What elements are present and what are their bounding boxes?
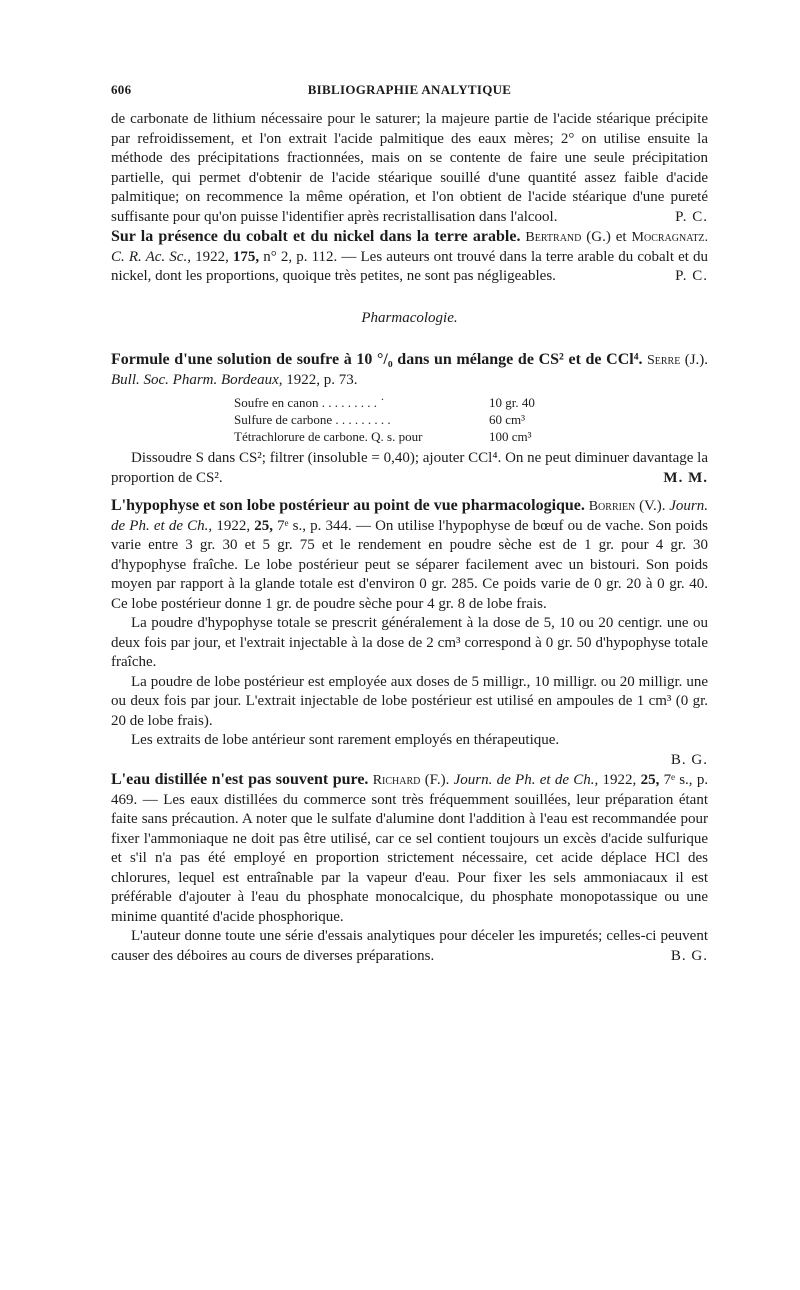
- recipe-quantity: 10 gr. 40: [489, 395, 535, 410]
- article-eau-year: 1922,: [602, 772, 637, 788]
- article-soufre-author-init: (J.).: [684, 352, 709, 368]
- article-hypophyse-signature: B. G.: [670, 751, 708, 768]
- article-hypophyse-p2: La poudre d'hypophyse totale se prescrit généralement à la dose de 5, 10 ou 20 centigr. une ou deux fois par jour, et l'extrait injectable à la dose de 2 cm³ correspond à 0 gr. 50 d'hypophyse totale fraîche.: [111, 615, 708, 670]
- article-cobalt-year: 1922,: [195, 248, 229, 265]
- running-header: [111, 82, 708, 104]
- article-hypophyse-text: 7ᵉ s., p. 344. — On utilise l'hypophyse de bœuf ou de vache. Son poids varie entre 3 gr. 30 et 5 gr. 75 et le rendement en poudre sèche est de 1 gr. pour 4 gr. 30 d'hypophyse fraîche. Le lobe postérieur peut se séparer facilement avec un bistouri. Son poids moyen par rapport à la glande totale est d'environ 0 gr. 285. Ce poids varie de 0 gr. 20 à 0 gr. 40. Ce lobe postérieur donne 1 gr. de poudre sèche pour 4 gr. 8 de lobe frais.: [111, 517, 709, 612]
- article-soufre-journal: Bull. Soc. Pharm. Bordeaux,: [111, 371, 283, 388]
- article-cobalt-title: Sur la présence du cobalt et du nickel dans la terre arable.: [111, 228, 521, 245]
- recipe-table: [234, 394, 708, 445]
- recipe-quantity: 60 cm³: [489, 412, 526, 427]
- article-soufre-author: Serre: [646, 353, 681, 368]
- article-hypophyse-volume: 25,: [254, 517, 273, 534]
- recipe-row: [234, 394, 708, 411]
- intro-signature: P. C.: [675, 208, 708, 225]
- section-heading: Pharmacologie.: [361, 309, 458, 326]
- recipe-ingredient: Soufre en canon . . . . . . . . . ˙: [234, 395, 385, 410]
- article-cobalt-text: n° 2, p. 112. — Les auteurs ont trouvé dans la terre arable du cobalt et du nickel, dont les proportions, quoique très petites, ne sont pas négligeables.: [111, 248, 709, 284]
- recipe-row: [234, 411, 708, 428]
- article-hypophyse: [111, 496, 708, 614]
- article-cobalt-author1: Bertrand: [525, 230, 582, 245]
- article-eau-author-init: (F.).: [424, 772, 450, 788]
- article-eau-p2: [111, 927, 708, 966]
- recipe-ingredient: Sulfure de carbone . . . . . . . . .: [234, 412, 391, 427]
- article-soufre-signature: M. M.: [663, 469, 708, 486]
- article-soufre-text: Dissoudre S dans CS²; filtrer (insoluble = 0,40); ajouter CCl⁴. On ne peut diminuer davantage la proportion de CS².: [111, 450, 708, 486]
- article-eau-p2-text: L'auteur donne toute une série d'essais analytiques pour déceler les impuretés; celles-ci peuvent causer des déboires au cours de diverses préparations.: [111, 928, 708, 964]
- article-eau-text: 7ᵉ s., p. 469. — Les eaux distillées du commerce sont très fréquemment souillées, leur préparation étant faite sans précaution. A noter que le sulfate d'alumine dont l'addition à l'eau est recommandée pour fixer l'ammoniaque ne doit pas être utilisé, car ce sel contient toujours un excès d'acide sulfurique et s'il n'a pas été employé en proportion strictement nécessaire, cet acide déplace HCl des chlorures, lequel est entraînable par la vapeur d'eau. Pour fixer les sels ammoniacaux il est préférable d'ajouter à l'eau du phosphate monocalcique, du phosphate monopotassique ou une minime quantité d'acide phosphorique.: [111, 772, 709, 925]
- recipe-row: [234, 428, 708, 445]
- article-soufre-body: [111, 449, 708, 488]
- article-hypophyse-journal: Journ. de Ph. et de Ch.,: [111, 498, 709, 534]
- article-cobalt-author1-init: (G.) et: [586, 229, 627, 245]
- article-cobalt-volume: 175,: [232, 248, 260, 265]
- article-eau-volume: 25,: [640, 772, 660, 788]
- article-hypophyse-author-init: (V.).: [639, 498, 666, 514]
- article-hypophyse-p4: Les extraits de lobe antérieur sont rarement employés en thérapeutique.: [131, 732, 560, 748]
- running-title: BIBLIOGRAPHIE ANALYTIQUE: [307, 82, 512, 97]
- intro-text: de carbonate de lithium nécessaire pour le saturer; la majeure partie de l'acide stéarique précipite par refroidissement, et l'on extrait l'acide palmitique des eaux mères; 2° on utilise ensuite la méthode des précipitations fractionnées, mais on se contente de faire une seule précipitation partielle, qui permet d'obtenir de l'acide stéarique souillé d'une quantité assez faible d'acide palmitique; on recommence la même opération, et l'on obtient de l'acide stéarique d'une pureté suffisante pour qu'on puisse l'identifier après recristallisation dans l'alcool.: [111, 111, 708, 225]
- article-eau-title: L'eau distillée n'est pas souvent pure.: [111, 771, 369, 788]
- article-soufre-ref: 1922, p. 73.: [286, 371, 358, 388]
- article-hypophyse-year: 1922,: [216, 517, 251, 534]
- article-eau-journal: Journ. de Ph. et de Ch.,: [453, 772, 599, 788]
- article-cobalt-journal: C. R. Ac. Sc.,: [111, 248, 191, 265]
- intro-paragraph: [111, 110, 708, 227]
- article-hypophyse-author: Borrien: [588, 499, 636, 514]
- article-cobalt-signature: P. C.: [675, 268, 708, 284]
- recipe-quantity: 100 cm³: [489, 429, 532, 444]
- article-cobalt-author2: Mocragnatz.: [631, 230, 709, 245]
- article-eau-signature: B. G.: [670, 947, 708, 964]
- journal-page: [111, 82, 708, 966]
- recipe-ingredient: Tétrachlorure de carbone. Q. s. pour: [234, 429, 423, 444]
- page-body: [111, 110, 708, 966]
- page-number: 606: [111, 82, 132, 97]
- article-hypophyse-title: L'hypophyse et son lobe postérieur au point de vue pharmacologique.: [111, 497, 585, 514]
- article-soufre-title: Formule d'une solution de soufre à 10 °/₀ dans un mélange de CS² et de CCl⁴.: [111, 351, 643, 368]
- article-soufre: [111, 350, 708, 390]
- article-eau-author: Richard: [372, 773, 421, 788]
- article-cobalt: [111, 227, 708, 287]
- article-eau: [111, 770, 708, 927]
- article-hypophyse-p3: La poudre de lobe postérieur est employée aux doses de 5 milligr., 10 milligr. ou 20 milligr. une ou deux fois par jour. L'extrait injectable de lobe postérieur est utilisé en ampoules de 1 cm³ (0 gr. 20 de lobe frais).: [111, 673, 708, 729]
